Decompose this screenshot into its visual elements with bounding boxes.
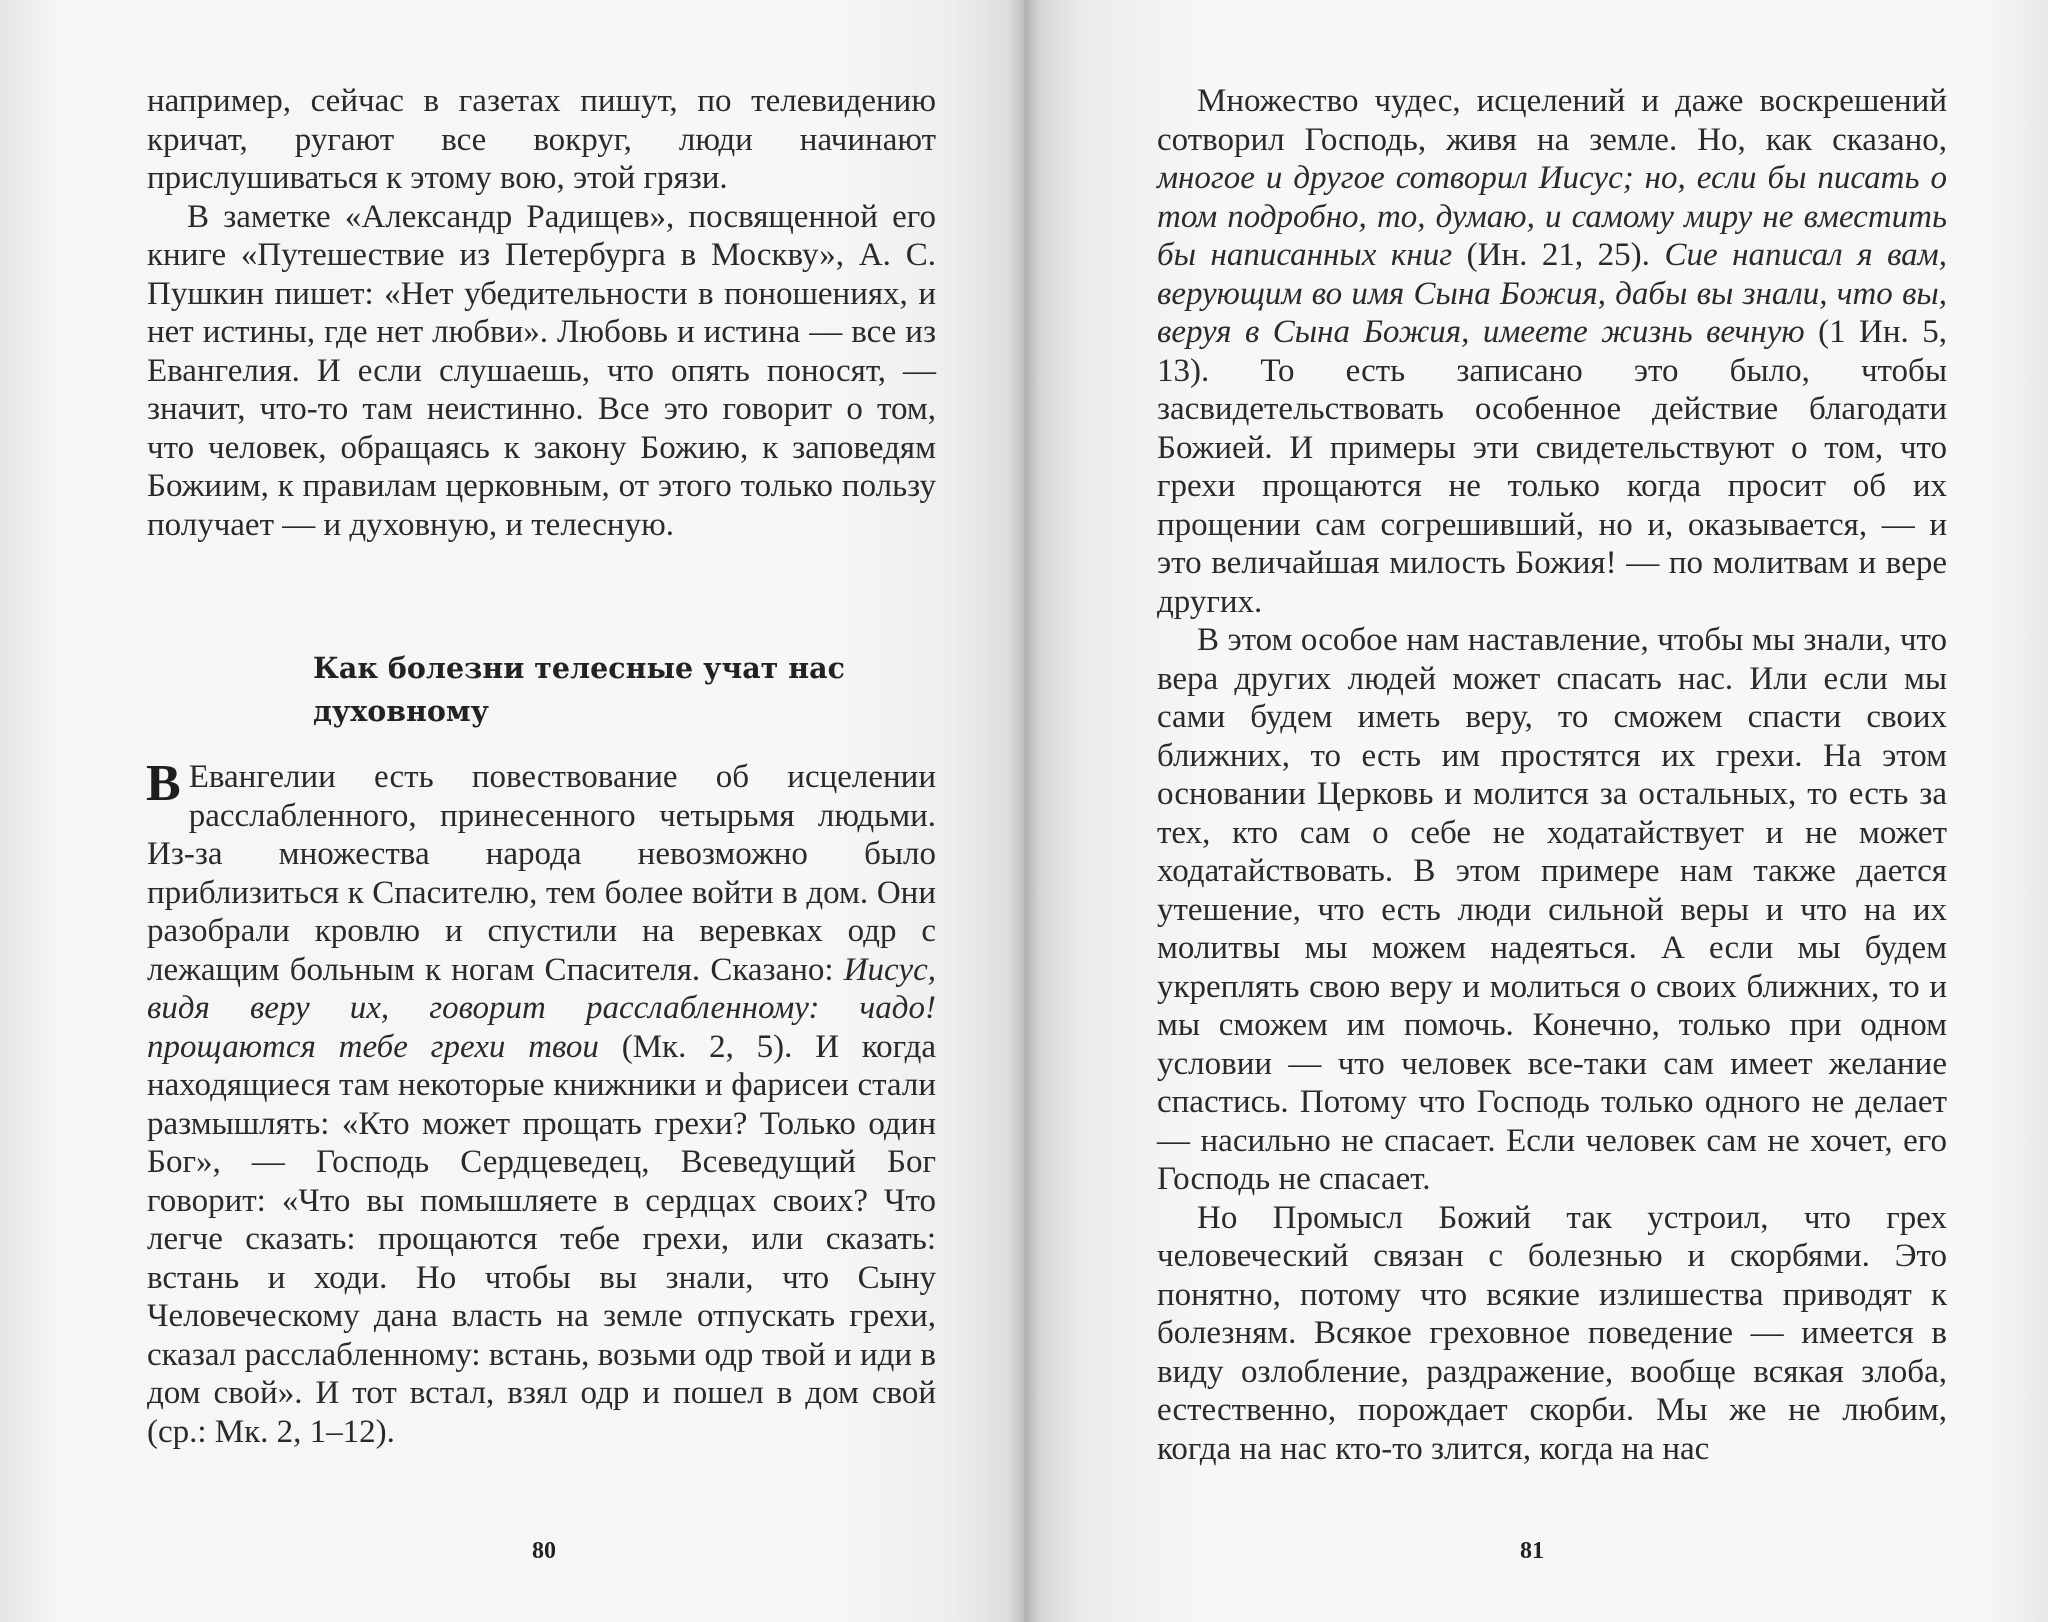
paragraph: например, сейчас в газетах пишут, по телевидению кричат, ругают все вокруг, люди начинают прислушиваться к этому вою, этой грязи. (147, 83, 936, 196)
paragraph (146, 755, 937, 1451)
left-text-block-top (147, 82, 936, 544)
right-page (1024, 0, 2048, 1622)
paragraph: В заметке «Александр Радищев», посвященной его книге «Путешествие из Петербурга в Москву», А. С. Пушкин пишет: «Нет убедительности в поношениях, и нет истины, где нет любви». Любовь и истина — все из Евангелия. И если слушаешь, что опять поносят, — значит, что-то там неистинно. Все это говорит о том, что человек, обращаясь к закону Божию, к заповедям Божиим, к правилам церковным, от этого только пользу получает — и духовную, и телесную. (147, 198, 936, 543)
text-run: (Мк. 2, 5). И когда находящиеся там некоторые книжники и фарисеи стали размышлять: «Кто может прощать грехи? Только один Бог», — Господь Сердцеведец, Всеведущий Бог говорит: «Что вы помышляете в сердцах своих? Что легче сказать: прощаются тебе грехи, или сказать: встань и ходи. Но чтобы вы знали, что Сыну Человеческому дана власть на земле отпускать грехи, сказал расслабленному: встань, возьми одр твой и иди в дом свой». И тот встал, взял одр и пошел в дом свой (ср.: Мк. 2, 1–12). (147, 1028, 937, 1450)
text-run: Множество чудес, исцелений и даже воскрешений сотворил Господь, живя на земле. Но, как сказано, (1157, 83, 1947, 158)
section-heading: Как болезни телесные учат нас духовному (313, 651, 845, 728)
drop-cap: В (146, 755, 181, 812)
scripture-quote: Сие написал я вам, верующим во имя Сына Божия, дабы вы знали, что вы, веруя в Сына Божия, имеете жизнь вечную (1157, 237, 1947, 350)
paragraph: В этом особое нам наставление, чтобы мы знали, что вера других людей может спасать нас. Или если мы сами будем иметь веру, то сможем спасти своих ближних, то есть им простятся их грехи. На этом основании Церковь и молится за остальных, то есть за тех, кто сам о себе не ходатайствует и не может ходатайствовать. В этом примере нам также дается утешение, что есть люди сильной веры и что на их молитвы мы можем надеяться. А если мы будем укреплять свою веру и молиться о своих ближних, то и мы сможем им помочь. Конечно, только при одном условии — что человек все-таки сам имеет желание спастись. Потому что Господь только одного не делает — насильно не спасает. Если человек сам не хочет, его Господь не спасает. (1157, 622, 1947, 1197)
book-gutter (1008, 0, 1040, 1622)
text-run: (1 Ин. 5, 13). То есть записано это было, чтобы засвидетельствовать особенное действие благодати Божией. И примеры эти свидетельствуют о том, что грехи прощаются не только когда просит об их прощении сам согрешивший, но и, оказывается, — и это величайшая милость Божия! — по молитвам и вере других. (1157, 314, 1947, 620)
page-number: 81 (1520, 1538, 1544, 1564)
page-number: 80 (532, 1538, 556, 1564)
paragraph: Но Промысл Божий так устроил, что грех человеческий связан с болезнью и скорбями. Это понятно, потому что всякие излишества приводят к болезням. Всякое греховное поведение — имеется в виду озлобление, раздражение, вообще всякая злоба, естественно, порождает скорби. Мы же не любим, когда на нас кто-то злится, когда на нас (1157, 1199, 1947, 1467)
paragraph (1157, 82, 1947, 621)
scripture-quote: многое и другое сотворил Иисус; но, если бы писать о том подробно, то, думаю, и самому миру не вместить бы написанных книг (1157, 160, 1947, 273)
text-run: (Ин. 21, 25). (1452, 237, 1665, 273)
left-text-block-bottom (146, 755, 937, 1451)
text-run: Евангелии есть повествование об исцелении расслабленного, принесенного четырьмя людьми. Из-за множества народа невозможно было приблизиться к Спасителю, тем более войти в дом. Они разобрали кровлю и спустили на веревках одр с лежащим больным к ногам Спасителя. Сказано: (147, 759, 936, 988)
right-text-block (1157, 82, 1947, 1468)
scripture-quote: Иисус, видя веру их, говорит расслабленному: чадо! прощаются тебе грехи твои (147, 951, 936, 1065)
